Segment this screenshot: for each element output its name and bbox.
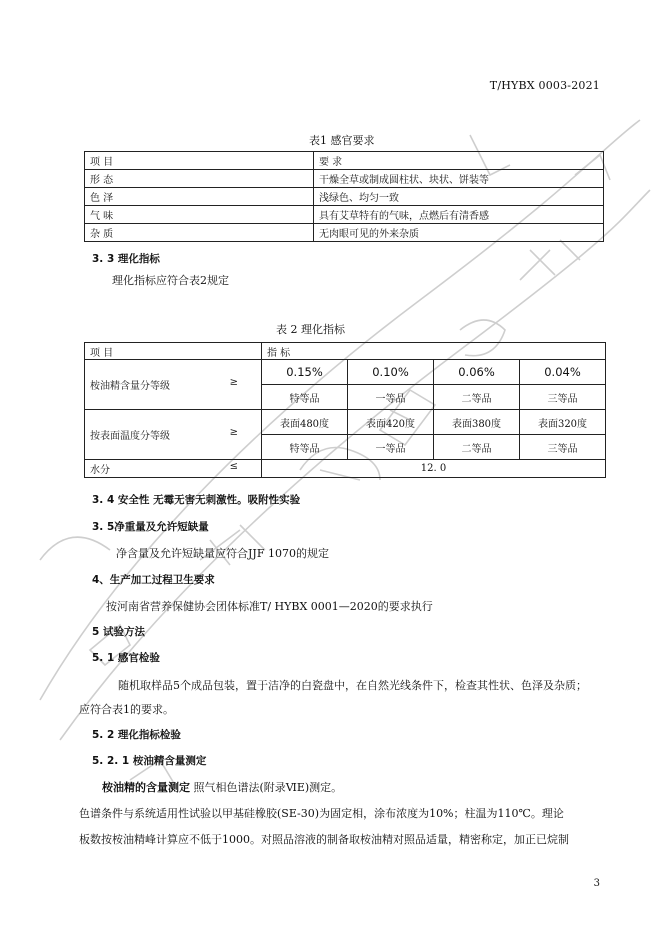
value-cell: 表面480度	[262, 410, 348, 435]
operator: ≤	[229, 461, 238, 472]
section-3-3-heading: 3. 3 理化指标	[92, 253, 160, 265]
value-cell: 0.10%	[348, 360, 434, 385]
table2-caption: 表 2 理化指标	[276, 323, 345, 336]
section-3-5-heading: 3. 5净重量及允许短缺量	[92, 521, 209, 533]
value-cell: 表面380度	[434, 410, 520, 435]
label-text: 按表面温度分等级	[90, 431, 170, 442]
eucalyptol-paragraph-line1	[102, 779, 342, 795]
section-5-1-line2: 应符合表1的要求。	[79, 703, 174, 716]
section-4-text: 按河南省营养保健协会团体标准T/ HYBX 0001—2020的要求执行	[106, 600, 433, 613]
grade-cell: 二等品	[434, 435, 520, 460]
operator: ≥	[229, 427, 238, 438]
grade-cell: 二等品	[434, 385, 520, 410]
row-requirement: 无肉眼可见的外来杂质	[314, 224, 604, 242]
row-label-eucalyptol	[85, 360, 262, 410]
value-cell: 0.15%	[262, 360, 348, 385]
section-3-5-text: 净含量及允许短缺量应符合JJF 1070的规定	[116, 547, 329, 560]
table-row	[85, 188, 604, 206]
eucalyptol-paragraph-line2: 色谱条件与系统适用性试验以甲基硅橡胶(SE-30)为固定相，涂布浓度为10%；柱温为110℃。理论	[79, 807, 564, 820]
row-label-surface-temp	[85, 410, 262, 460]
row-item: 形 态	[85, 170, 314, 188]
row-item: 色 泽	[85, 188, 314, 206]
grade-cell: 特等品	[262, 435, 348, 460]
eucalyptol-paragraph-line3: 板数按桉油精峰计算应不低于1000。对照品溶液的制备取桉油精对照品适量，精密称定，加正已烷制	[79, 833, 569, 846]
table-row	[85, 460, 606, 478]
physicochemical-index-table	[84, 342, 606, 478]
row-requirement: 浅绿色、均匀一致	[314, 188, 604, 206]
section-5-1-heading: 5. 1 感官检验	[92, 652, 160, 664]
table-row	[85, 360, 606, 385]
section-3-4-heading: 3. 4 安全性 无霉无害无刺激性。吸附性实验	[92, 494, 301, 506]
grade-cell: 特等品	[262, 385, 348, 410]
value-cell: 表面420度	[348, 410, 434, 435]
value-cell: 表面320度	[520, 410, 606, 435]
table-row	[85, 410, 606, 435]
section-5-heading: 5 试验方法	[92, 626, 145, 638]
label-text: 水分	[90, 465, 110, 476]
eucalyptol-bold-lead: 桉油精的含量测定	[102, 781, 190, 794]
operator: ≥	[229, 377, 238, 388]
table-header-row	[85, 152, 604, 170]
row-requirement: 具有艾草特有的气味，点燃后有清香感	[314, 206, 604, 224]
row-requirement: 干燥全草或制成圆柱状、块状、饼装等	[314, 170, 604, 188]
section-5-2-heading: 5. 2 理化指标检验	[92, 729, 181, 741]
page-number: 3	[593, 878, 600, 889]
value-cell: 0.06%	[434, 360, 520, 385]
table-header-index: 指 标	[262, 343, 606, 360]
row-item: 气 味	[85, 206, 314, 224]
table-header-requirement: 要 求	[314, 152, 604, 170]
table-row	[85, 170, 604, 188]
table-row	[85, 206, 604, 224]
document-code: T/HYBX 0003-2021	[489, 79, 600, 92]
section-4-heading: 4、生产加工过程卫生要求	[92, 574, 215, 586]
eucalyptol-lead-rest: 照气相色谱法(附录ⅥE)测定。	[190, 781, 343, 794]
table-row	[85, 224, 604, 242]
table-header-item: 项 目	[85, 343, 262, 360]
section-5-2-1-heading: 5. 2. 1 桉油精含量测定	[92, 755, 207, 767]
section-3-3-text: 理化指标应符合表2规定	[112, 274, 229, 287]
table1-caption: 表1 感官要求	[309, 134, 375, 147]
grade-cell: 三等品	[520, 385, 606, 410]
row-label-moisture	[85, 460, 262, 478]
table-header-item: 项 目	[85, 152, 314, 170]
value-cell: 0.04%	[520, 360, 606, 385]
row-item: 杂 质	[85, 224, 314, 242]
grade-cell: 三等品	[520, 435, 606, 460]
grade-cell: 一等品	[348, 385, 434, 410]
sensory-requirements-table	[84, 151, 604, 242]
table-header-row	[85, 343, 606, 360]
value-cell: 12. 0	[262, 460, 606, 478]
section-5-1-line1: 随机取样品5个成品包装，置于洁净的白瓷盘中，在自然光线条件下，检查其性状、色泽及杂质；	[118, 679, 587, 692]
grade-cell: 一等品	[348, 435, 434, 460]
label-text: 桉油精含量分等级	[90, 381, 170, 392]
